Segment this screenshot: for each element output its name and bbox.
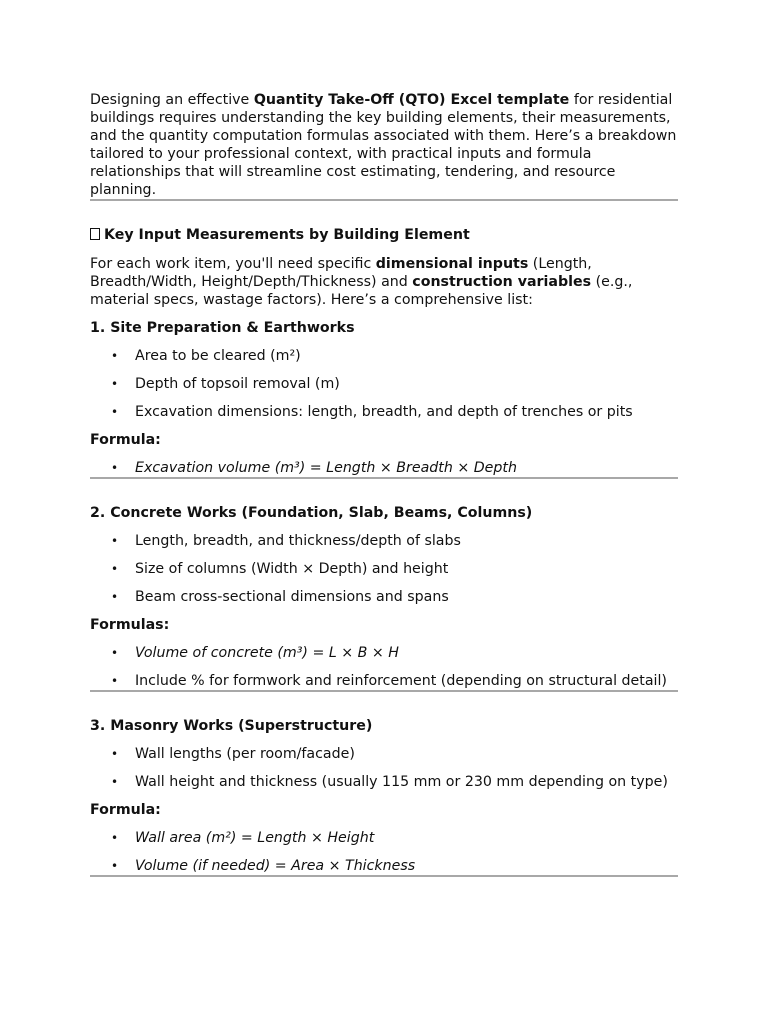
section-masonry-works [90, 717, 678, 877]
measurement-list [90, 745, 678, 791]
list-item: • Size of columns (Width × Depth) and height [90, 560, 678, 578]
document-content [90, 91, 678, 877]
formula-list [90, 459, 678, 477]
intro-paragraph [90, 91, 678, 199]
formula-item: • Excavation volume (m³) = Length × Breadth × Depth [90, 459, 678, 477]
divider [90, 199, 678, 201]
formula-list [90, 644, 678, 690]
clipboard-icon [90, 228, 100, 240]
lead-bold-dimensional: dimensional inputs [375, 256, 529, 272]
list-item: • Length, breadth, and thickness/depth of slabs [90, 532, 678, 550]
intro-bold: Quantity Take-Off (QTO) Excel template [253, 92, 570, 108]
list-item: • Beam cross-sectional dimensions and spans [90, 588, 678, 606]
formula-label: Formula: [90, 432, 161, 448]
key-inputs-lead [90, 255, 678, 309]
formula-item: • Include % for formwork and reinforcement (depending on structural detail) [90, 672, 678, 690]
section-title: 3. Masonry Works (Superstructure) [90, 718, 373, 734]
formula-item: • Volume (if needed) = Area × Thickness [90, 857, 678, 875]
list-item: • Area to be cleared (m²) [90, 347, 678, 365]
divider [90, 477, 678, 479]
lead-bold-variables: construction variables [412, 274, 592, 290]
lead-prefix: For each work item, you'll need specific [90, 256, 376, 272]
formula-item: • Wall area (m²) = Length × Height [90, 829, 678, 847]
lead-mid: (Length, Breadth/Width, Height/Depth/Thickness) and [90, 256, 592, 290]
formula-label: Formula: [90, 802, 161, 818]
list-item: • Excavation dimensions: length, breadth, and depth of trenches or pits [90, 403, 678, 421]
list-item: • Depth of topsoil removal (m) [90, 375, 678, 393]
section-site-preparation [90, 319, 678, 479]
formula-item: • Volume of concrete (m³) = L × B × H [90, 644, 678, 662]
lead-suffix: (e.g., material specs, wastage factors). Here’s a comprehensive list: [90, 274, 633, 308]
section-title: 1. Site Preparation & Earthworks [90, 320, 355, 336]
section-title: 2. Concrete Works (Foundation, Slab, Beams, Columns) [90, 505, 533, 521]
divider [90, 690, 678, 692]
measurement-list [90, 347, 678, 421]
list-item: • Wall height and thickness (usually 115 mm or 230 mm depending on type) [90, 773, 678, 791]
intro-suffix: for residential buildings requires understanding the key building elements, their measurements, and the quantity computation formulas associated with them. Here’s a breakdown tailored to your professional context, with practical inputs and formula relationships that will streamline cost estimating, tendering, and resource planning. [90, 92, 677, 198]
intro-prefix: Designing an effective [90, 92, 254, 108]
key-inputs-heading [90, 226, 678, 244]
section-concrete-works [90, 504, 678, 692]
key-inputs-heading-text: Key Input Measurements by Building Element [104, 227, 470, 243]
formula-list [90, 829, 678, 875]
list-item: • Wall lengths (per room/facade) [90, 745, 678, 763]
measurement-list [90, 532, 678, 606]
formula-label: Formulas: [90, 617, 170, 633]
divider [90, 875, 678, 877]
